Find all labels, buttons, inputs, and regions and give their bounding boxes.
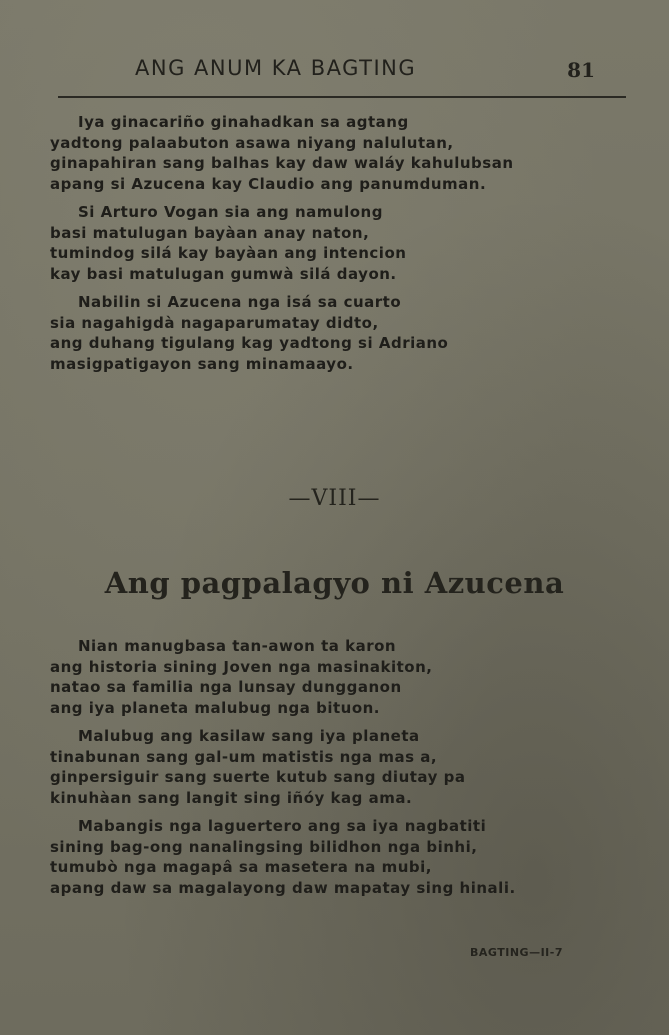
stanza xyxy=(50,112,595,194)
poem-top-section xyxy=(50,112,595,382)
stanza xyxy=(50,636,595,718)
verse-line: Nian manugbasa tan-awon ta karon xyxy=(78,637,397,655)
verse-line: Mabangis nga laguertero ang sa iya nagbatiti xyxy=(78,817,487,835)
verse-line: ginpersiguir sang suerte kutub sang diutay pa xyxy=(50,768,466,786)
verse-line: sining bag-ong nanalingsing bilidhon nga binhi, xyxy=(50,837,478,856)
stanza xyxy=(50,202,595,284)
verse-line: tinabunan sang gal-um matistis nga mas a, xyxy=(50,747,438,766)
verse-line: Iya ginacariño ginahadkan sa agtang xyxy=(78,113,409,131)
poem-bottom-section xyxy=(50,636,595,906)
running-head-title: ANG ANUM KA BAGTING xyxy=(135,56,417,80)
stanza xyxy=(50,292,595,374)
verse-line: Si Arturo Vogan sia ang namulong xyxy=(78,203,383,221)
verse-line: tumindog silá kay bayàan ang intencion xyxy=(50,244,407,262)
section-number: —VIII— xyxy=(288,486,381,511)
verse-line: Nabilin si Azucena nga isá sa cuarto xyxy=(78,293,402,311)
page-number: 81 xyxy=(567,58,595,82)
running-head xyxy=(40,56,630,86)
printer-signature: BAGTING—II-7 xyxy=(470,946,563,959)
verse-line: Malubug ang kasilaw sang iya planeta xyxy=(78,727,420,745)
stanza xyxy=(50,726,595,808)
verse-line: natao sa familia nga lunsay dungganon xyxy=(50,678,402,696)
verse-line: sia nagahigdà nagaparumatay didto, xyxy=(50,313,379,332)
verse-line: apang si Azucena kay Claudio ang panumduman. xyxy=(50,174,487,193)
stanza xyxy=(50,816,595,898)
verse-line: ang iya planeta malubug nga bituon. xyxy=(50,698,381,717)
header-rule xyxy=(58,96,626,98)
verse-line: ang duhang tigulang kag yadtong si Adriano xyxy=(50,334,449,352)
verse-line: ang historia sining Joven nga masinakiton, xyxy=(50,657,433,676)
verse-line: apang daw sa magalayong daw mapatay sing hinali. xyxy=(50,878,516,897)
verse-line: basi matulugan bayàan anay naton, xyxy=(50,223,370,242)
verse-line: kinuhàan sang langit sing iñóy kag ama. xyxy=(50,788,413,807)
verse-line: tumubò nga magapâ sa masetera na mubi, xyxy=(50,858,432,876)
verse-line: masigpatigayon sang minamaayo. xyxy=(50,354,354,373)
chapter-title: Ang pagpalagyo ni Azucena xyxy=(104,566,565,600)
verse-line: kay basi matulugan gumwà silá dayon. xyxy=(50,264,397,283)
verse-line: yadtong palaabuton asawa niyang nalulutan, xyxy=(50,133,454,152)
verse-line: ginapahiran sang balhas kay daw waláy kahulubsan xyxy=(50,154,514,172)
